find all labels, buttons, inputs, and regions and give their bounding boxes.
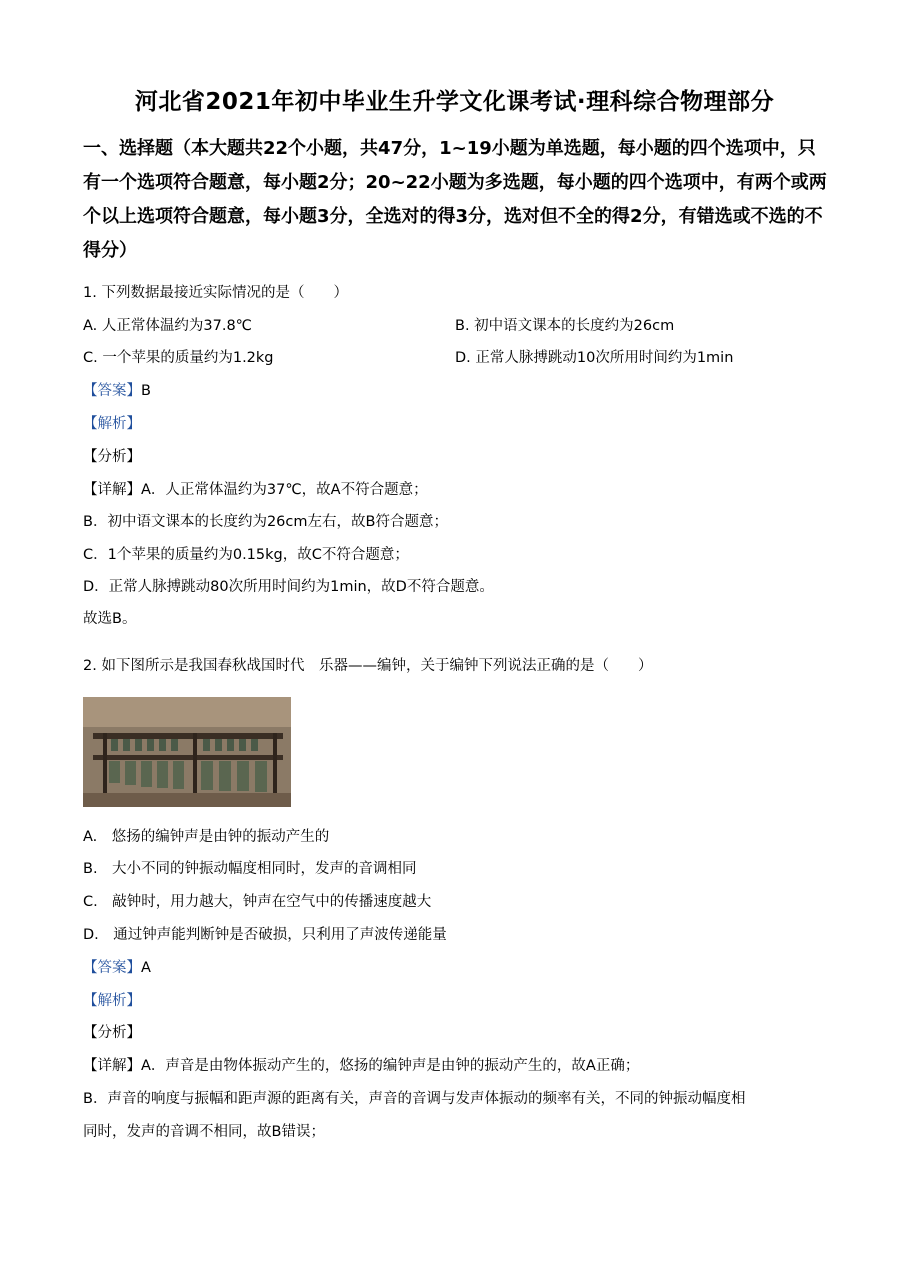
answer-value: B (141, 383, 151, 399)
answer-value: A (141, 960, 151, 976)
section-heading: 一、选择题（本大题共22个小题，共47分，1~19小题为单选题，每小题的四个选项中，只有一个选项符合题意，每小题2分；20~22小题为多选题，每小题的四个选项中，有两个或两个以上选项符合题意，每小题3分，全选对的得3分，选对但不全的得2分，有错选或不选的不得分） (83, 138, 827, 261)
q1-answer (83, 379, 151, 400)
q1-detail-a: 【详解】A．人正常体温约为37℃，故A不符合题意； (83, 482, 428, 498)
q1-detail-d: D．正常人脉搏跳动80次所用时间约为1min，故D不符合题意。 (83, 579, 494, 595)
q2-option-d: D. 通过钟声能判断钟是否破损，只利用了声波传递能量 (83, 927, 447, 943)
q1-option-c: C. 一个苹果的质量约为1.2kg (83, 350, 274, 366)
q2-option-a: A. 悠扬的编钟声是由钟的振动产生的 (83, 829, 330, 845)
q2-option-b: B. 大小不同的钟振动幅度相同时，发声的音调相同 (83, 861, 417, 877)
q1-detail-b: B．初中语文课本的长度约为26cm左右，故B符合题意； (83, 514, 448, 530)
q2-detail-b-cont: 同时，发声的音调不相同，故B错误； (83, 1124, 325, 1140)
q1-option-a: A. 人正常体温约为37.8℃ (83, 318, 252, 334)
q2-detail-b: B．声音的响度与振幅和距声源的距离有关，声音的音调与发声体振动的频率有关，不同的钟振动幅度相 (83, 1091, 746, 1107)
page-title: 河北省2021年初中毕业生升学文化课考试·理科综合物理部分 (134, 89, 775, 115)
answer-label: 【答案】 (83, 383, 141, 399)
q1-option-b: B. 初中语文课本的长度约为26cm (455, 318, 675, 334)
q1-fenxi-label: 【分析】 (83, 449, 141, 465)
q2-option-c: C. 敲钟时，用力越大，钟声在空气中的传播速度越大 (83, 894, 432, 910)
answer-label: 【答案】 (83, 960, 141, 976)
q1-stem: 1. 下列数据最接近实际情况的是（ ） (83, 285, 348, 301)
bianzhong-image (83, 697, 291, 807)
q2-answer (83, 956, 151, 977)
q2-analysis-label: 【解析】 (83, 993, 141, 1009)
q1-option-d: D. 正常人脉搏跳动10次所用时间约为1min (455, 350, 734, 366)
q2-fenxi-label: 【分析】 (83, 1025, 141, 1041)
q1-analysis-label: 【解析】 (83, 416, 141, 432)
q1-conclusion: 故选B。 (83, 611, 137, 627)
bianzhong-photo (83, 697, 291, 807)
q2-detail-a: 【详解】A．声音是由物体振动产生的，悠扬的编钟声是由钟的振动产生的，故A正确； (83, 1058, 640, 1074)
q1-detail-c: C．1个苹果的质量约为0.15kg，故C不符合题意； (83, 547, 409, 563)
q2-stem: 2. 如下图所示是我国春秋战国时代 乐器——编钟，关于编钟下列说法正确的是（ ） (83, 658, 653, 674)
